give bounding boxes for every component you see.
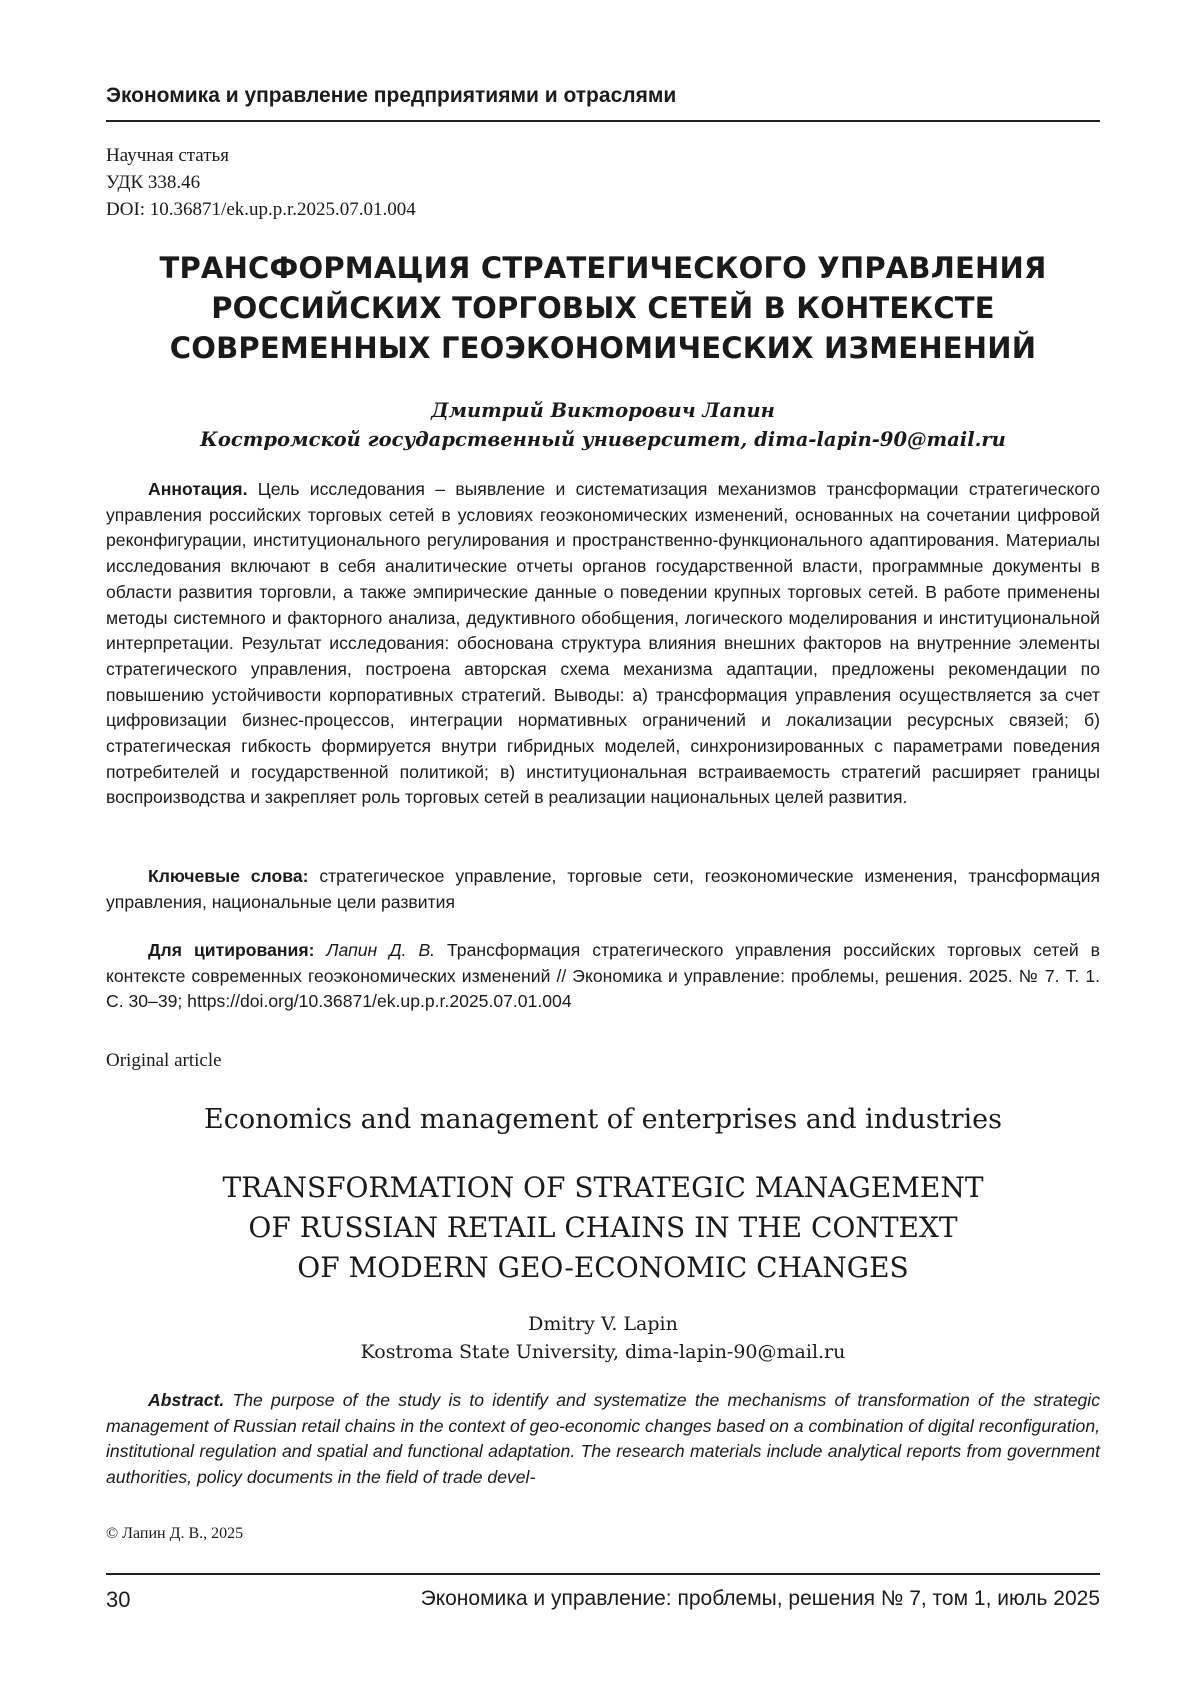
title-en-line: OF MODERN GEO-ECONOMIC CHANGES [106, 1248, 1100, 1288]
citation-ru-author: Лапин Д. В. [314, 940, 435, 960]
article-type: Научная статья [106, 142, 416, 169]
title-ru-line: РОССИЙСКИХ ТОРГОВЫХ СЕТЕЙ В КОНТЕКСТЕ [106, 288, 1100, 328]
footer-journal-info: Экономика и управление: проблемы, решения № 7, том 1, июль 2025 [421, 1587, 1100, 1611]
udk-code: УДК 338.46 [106, 169, 416, 196]
author-name-en: Dmitry V. Lapin [106, 1310, 1100, 1338]
abstract-en [106, 1388, 1100, 1491]
page-number: 30 [106, 1587, 130, 1613]
citation-ru [106, 938, 1100, 1015]
title-ru-line: ТРАНСФОРМАЦИЯ СТРАТЕГИЧЕСКОГО УПРАВЛЕНИЯ [106, 248, 1100, 288]
running-head: Экономика и управление предприятиями и отраслями [106, 84, 1100, 108]
author-affiliation-en: Kostroma State University, dima-lapin-90@mail.ru [106, 1338, 1100, 1366]
doi[interactable]: DOI: 10.36871/ek.up.p.r.2025.07.01.004 [106, 196, 416, 223]
author-block-ru [106, 396, 1100, 454]
abstract-ru-text: Цель исследования – выявление и систематизация механизмов трансформации стратегического управления российских торговых сетей в условиях геоэкономических изменений, основанных на сочетании цифровой реконфигурации, институционального регулирования и пространственно-функционального адаптирования. Материалы исследования включают в себя аналитические отчеты органов государственной власти, программные документы в области развития торговли, а также эмпирические данные о поведении крупных торговых сетей. В работе применены методы системного и факторного анализа, дедуктивного обобщения, логического моделирования и институциональной интерпретации. Результат исследования: обоснована структура влияния внешних факторов на внутренние элементы стратегического управления, построена авторская схема механизма адаптации, предложены рекомендации по повышению устойчивости корпоративных стратегий. Выводы: а) трансформация управления осуществляется за счет цифровизации бизнес-процессов, интеграции нормативных ограничений и локализации ресурсных связей; б) стратегическая гибкость формируется внутри гибридных моделей, синхронизированных с параметрами поведения потребителей и государственной политикой; в) институциональная встраиваемость стратегий расширяет границы воспроизводства и закрепляет роль торговых сетей в реализации национальных целей развития. [106, 479, 1100, 807]
keywords-ru [106, 864, 1100, 915]
citation-ru-text: Трансформация стратегического управления российских торговых сетей в контексте современных геоэкономических изменений // Экономика и управление: проблемы, решения. 2025. № 7. Т. 1. С. 30–39; https://doi.org/10.36871/ek.up.p.r.2025.07.01.004 [106, 940, 1100, 1011]
keywords-ru-label: Ключевые слова: [148, 866, 308, 886]
journal-page [0, 0, 1200, 1698]
copyright-notice: © Лапин Д. В., 2025 [106, 1525, 243, 1543]
bottom-rule [106, 1573, 1100, 1575]
author-name-ru: Дмитрий Викторович Лапин [106, 396, 1100, 425]
citation-ru-label: Для цитирования: [148, 940, 314, 960]
title-en [106, 1168, 1100, 1288]
section-title-en: Economics and management of enterprises and industries [106, 1104, 1100, 1135]
author-block-en [106, 1310, 1100, 1366]
title-en-line: OF RUSSIAN RETAIL CHAINS IN THE CONTEXT [106, 1208, 1100, 1248]
abstract-ru-label: Аннотация. [148, 479, 247, 499]
abstract-en-label: Abstract. [148, 1390, 224, 1410]
title-ru [106, 248, 1100, 368]
keywords-ru-text: стратегическое управление, торговые сети, геоэкономические изменения, трансформация управления, национальные цели развития [106, 866, 1100, 912]
abstract-en-text: The purpose of the study is to identify and systematize the mechanisms of transformation of the strategic management of Russian retail chains in the context of geo-economic changes based on a combination of digital reconfiguration, institutional regulation and spatial and functional adaptation. The research materials include analytical reports from government authorities, policy documents in the field of trade devel- [106, 1390, 1100, 1487]
top-rule [106, 120, 1100, 122]
title-en-line: TRANSFORMATION OF STRATEGIC MANAGEMENT [106, 1168, 1100, 1208]
abstract-ru [106, 477, 1100, 811]
original-article-label: Original article [106, 1050, 222, 1072]
title-ru-line: СОВРЕМЕННЫХ ГЕОЭКОНОМИЧЕСКИХ ИЗМЕНЕНИЙ [106, 328, 1100, 368]
article-meta [106, 142, 416, 223]
author-affiliation-ru: Костромской государственный университет, dima-lapin-90@mail.ru [106, 425, 1100, 454]
